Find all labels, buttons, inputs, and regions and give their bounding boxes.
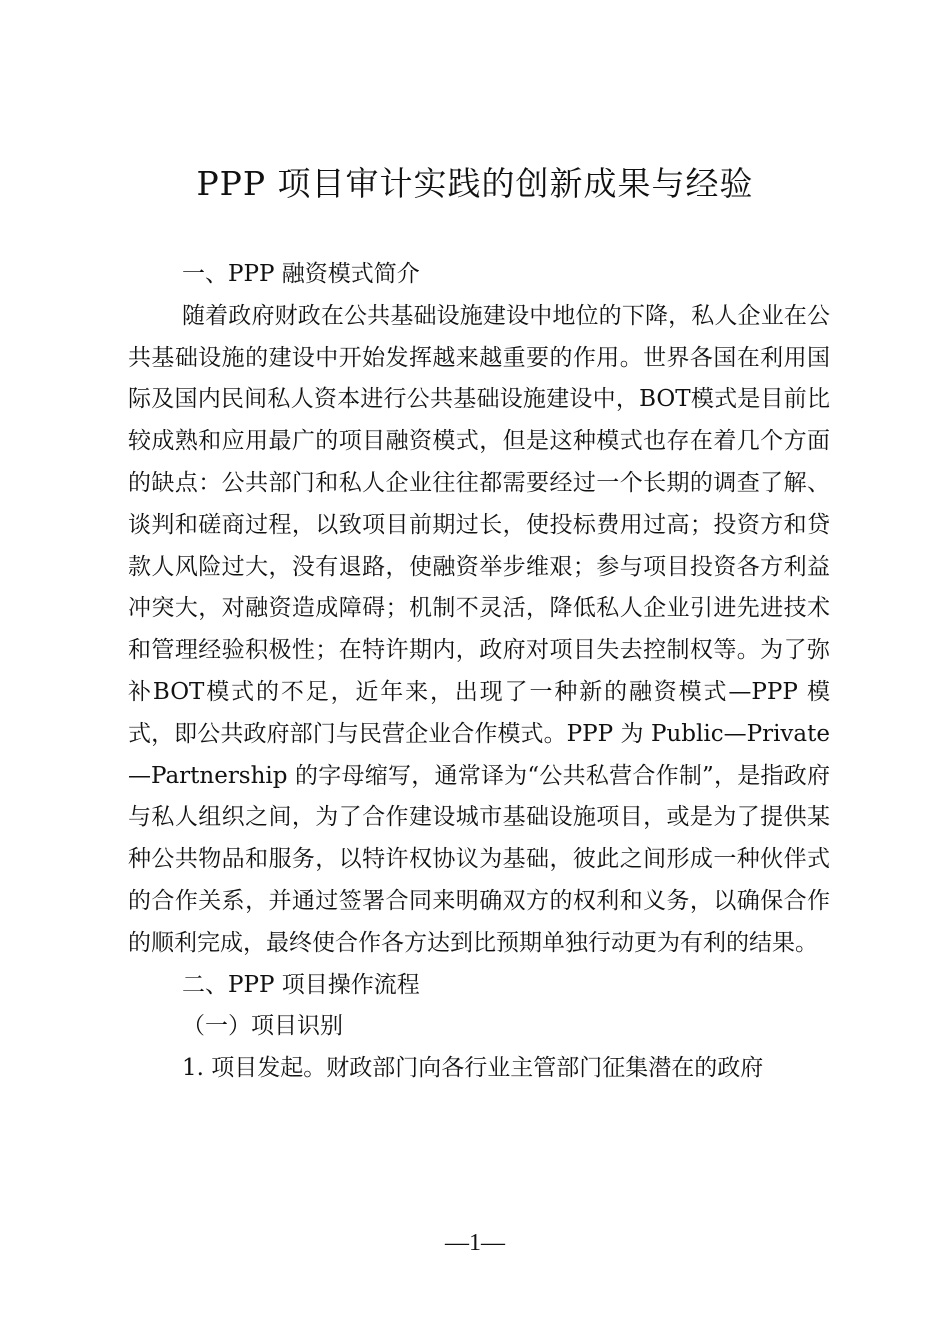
document-title: PPP 项目审计实践的创新成果与经验 [196,164,754,203]
section-paragraph-1: 随着政府财政在公共基础设施建设中地位的下降，私人企业在公共基础设施的建设中开始发挥越来越重要的作用。世界各国在利用国际及国内民间私人资本进行公共基础设施建设中，BOT模式是目前比较成熟和应用最广的项目融资模式，但是这种模式也存在着几个方面的缺点：公共部门和私人企业往往都需要经过一个长期的调查了解、谈判和磋商过程，以致项目前期过长，使投标费用过高；投资方和贷款人风险过大，没有退路，使融资举步维艰；参与项目投资各方利益冲突大，对融资造成障碍；机制不灵活，降低私人企业引进先进技术和管理经验积极性；在特许期内，政府对项目失去控制权等。为了弥补BOT模式的不足，近年来，出现了一种新的融资模式—PPP 模式，即公共政府部门与民营企业合作模式。PPP 为 Public—Private—Partnership 的字母缩写，通常译为“公共私营合作制”，是指政府与私人组织之间，为了合作建设城市基础设施项目，或是为了提供某种公共物品和服务，以特许权协议为基础，彼此之间形成一种伙伴式的合作关系，并通过签署合同来明确双方的权利和义务，以确保合作的顺利完成，最终使合作各方达到比预期单独行动更为有利的结果。 [128,302,830,956]
section-heading-2: 二、PPP 项目操作流程 [182,971,420,998]
section-heading-1: 一、PPP 融资模式简介 [182,261,420,287]
subsection-heading: （一）项目识别 [182,1013,343,1040]
page-number: —1— [445,1230,505,1256]
list-item: 1. 项目发起。财政部门向各行业主管部门征集潜在的政府 [182,1055,764,1082]
document-body [128,254,830,1090]
